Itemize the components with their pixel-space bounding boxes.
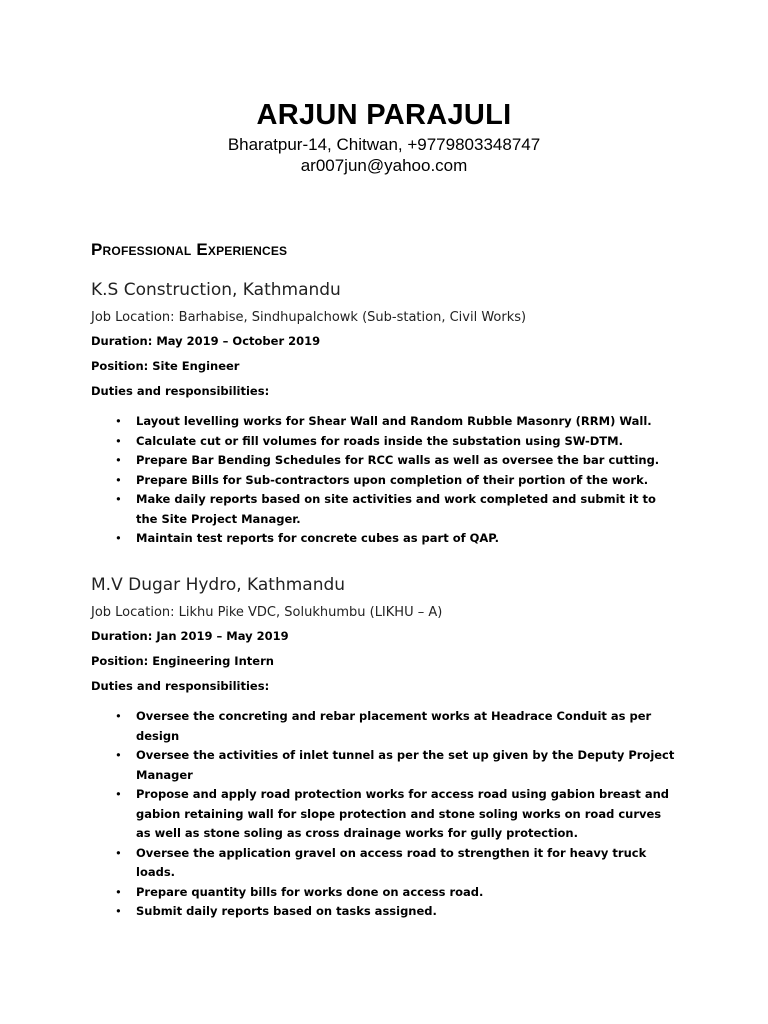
bullet-icon: • (115, 433, 122, 448)
list-item: • Layout levelling works for Shear Wall and Random Rubble Masonry (RRM) Wall. (91, 412, 676, 432)
resume-header (0, 98, 768, 176)
list-item: • Oversee the application gravel on access road to strengthen it for heavy truck loads. (115, 845, 647, 879)
list-item: • Maintain test reports for concrete cubes as part of QAP. (91, 529, 676, 549)
list-item: • Prepare Bills for Sub-contractors upon completion of their portion of the work. (91, 471, 676, 491)
duration-value: May 2019 – October 2019 (156, 334, 321, 348)
company-name: M.V Dugar Hydro, Kathmandu (91, 575, 346, 595)
job-position (91, 653, 691, 669)
bullet-icon: • (115, 884, 122, 899)
bullet-icon: • (115, 845, 122, 860)
bullet-icon: • (115, 453, 122, 467)
duties-list (91, 707, 691, 922)
bullet-icon: • (115, 492, 122, 506)
job-entry (91, 574, 691, 922)
email-address: ar007jun@yahoo.com (300, 156, 468, 175)
position-value: Site Engineer (152, 359, 240, 373)
address-phone: Bharatpur-14, Chitwan, +9779803348747 (227, 135, 541, 154)
list-item: • Make daily reports based on site activities and work completed and submit it to the Site Project Manager. (115, 492, 656, 526)
position-label: Position: (91, 359, 149, 373)
duties-label: Duties and responsibilities: (91, 384, 270, 398)
position-value: Engineering Intern (152, 654, 274, 668)
bullet-icon: • (115, 748, 122, 762)
list-item: • Prepare Bar Bending Schedules for RCC walls as well as oversee the bar cutting. (91, 451, 676, 471)
job-duration (91, 628, 691, 644)
duration-label: Duration: (91, 334, 153, 348)
bullet-icon: • (115, 472, 122, 487)
job-location: Job Location: Likhu Pike VDC, Solukhumbu (LIKHU – A) (91, 605, 443, 620)
duties-list (91, 412, 691, 549)
job-position (91, 358, 691, 374)
bullet-icon: • (115, 531, 122, 545)
duties-label: Duties and responsibilities: (91, 679, 270, 693)
list-item: • Calculate cut or fill volumes for roads inside the substation using SW-DTM. (91, 432, 676, 452)
bullet-icon: • (115, 709, 122, 723)
list-item: • Prepare quantity bills for works done on access road. (91, 883, 676, 903)
duration-label: Duration: (91, 629, 153, 643)
job-location: Job Location: Barhabise, Sindhupalchowk (Sub-station, Civil Works) (91, 310, 527, 325)
list-item: • Oversee the concreting and rebar placement works at Headrace Conduit as per design (115, 709, 652, 743)
company-name: K.S Construction, Kathmandu (91, 280, 341, 300)
duration-value: Jan 2019 – May 2019 (156, 629, 289, 643)
position-label: Position: (91, 654, 149, 668)
bullet-icon: • (115, 904, 122, 918)
list-item: • Submit daily reports based on tasks assigned. (91, 902, 676, 922)
candidate-name: ARJUN PARAJULI (256, 99, 512, 131)
job-duration (91, 333, 691, 349)
bullet-icon: • (115, 414, 122, 428)
section-heading-experience: Professional Experiences (91, 240, 288, 259)
list-item: • Oversee the activities of inlet tunnel as per the set up given by the Deputy Project Manager (115, 748, 675, 782)
job-entry (91, 279, 691, 549)
bullet-icon: • (115, 787, 122, 801)
list-item: • Propose and apply road protection works for access road using gabion breast and gabion retaining wall for slope protection and stone soling works on road curves as well as stone soling as cross drainage works for gully protection. (115, 787, 670, 840)
